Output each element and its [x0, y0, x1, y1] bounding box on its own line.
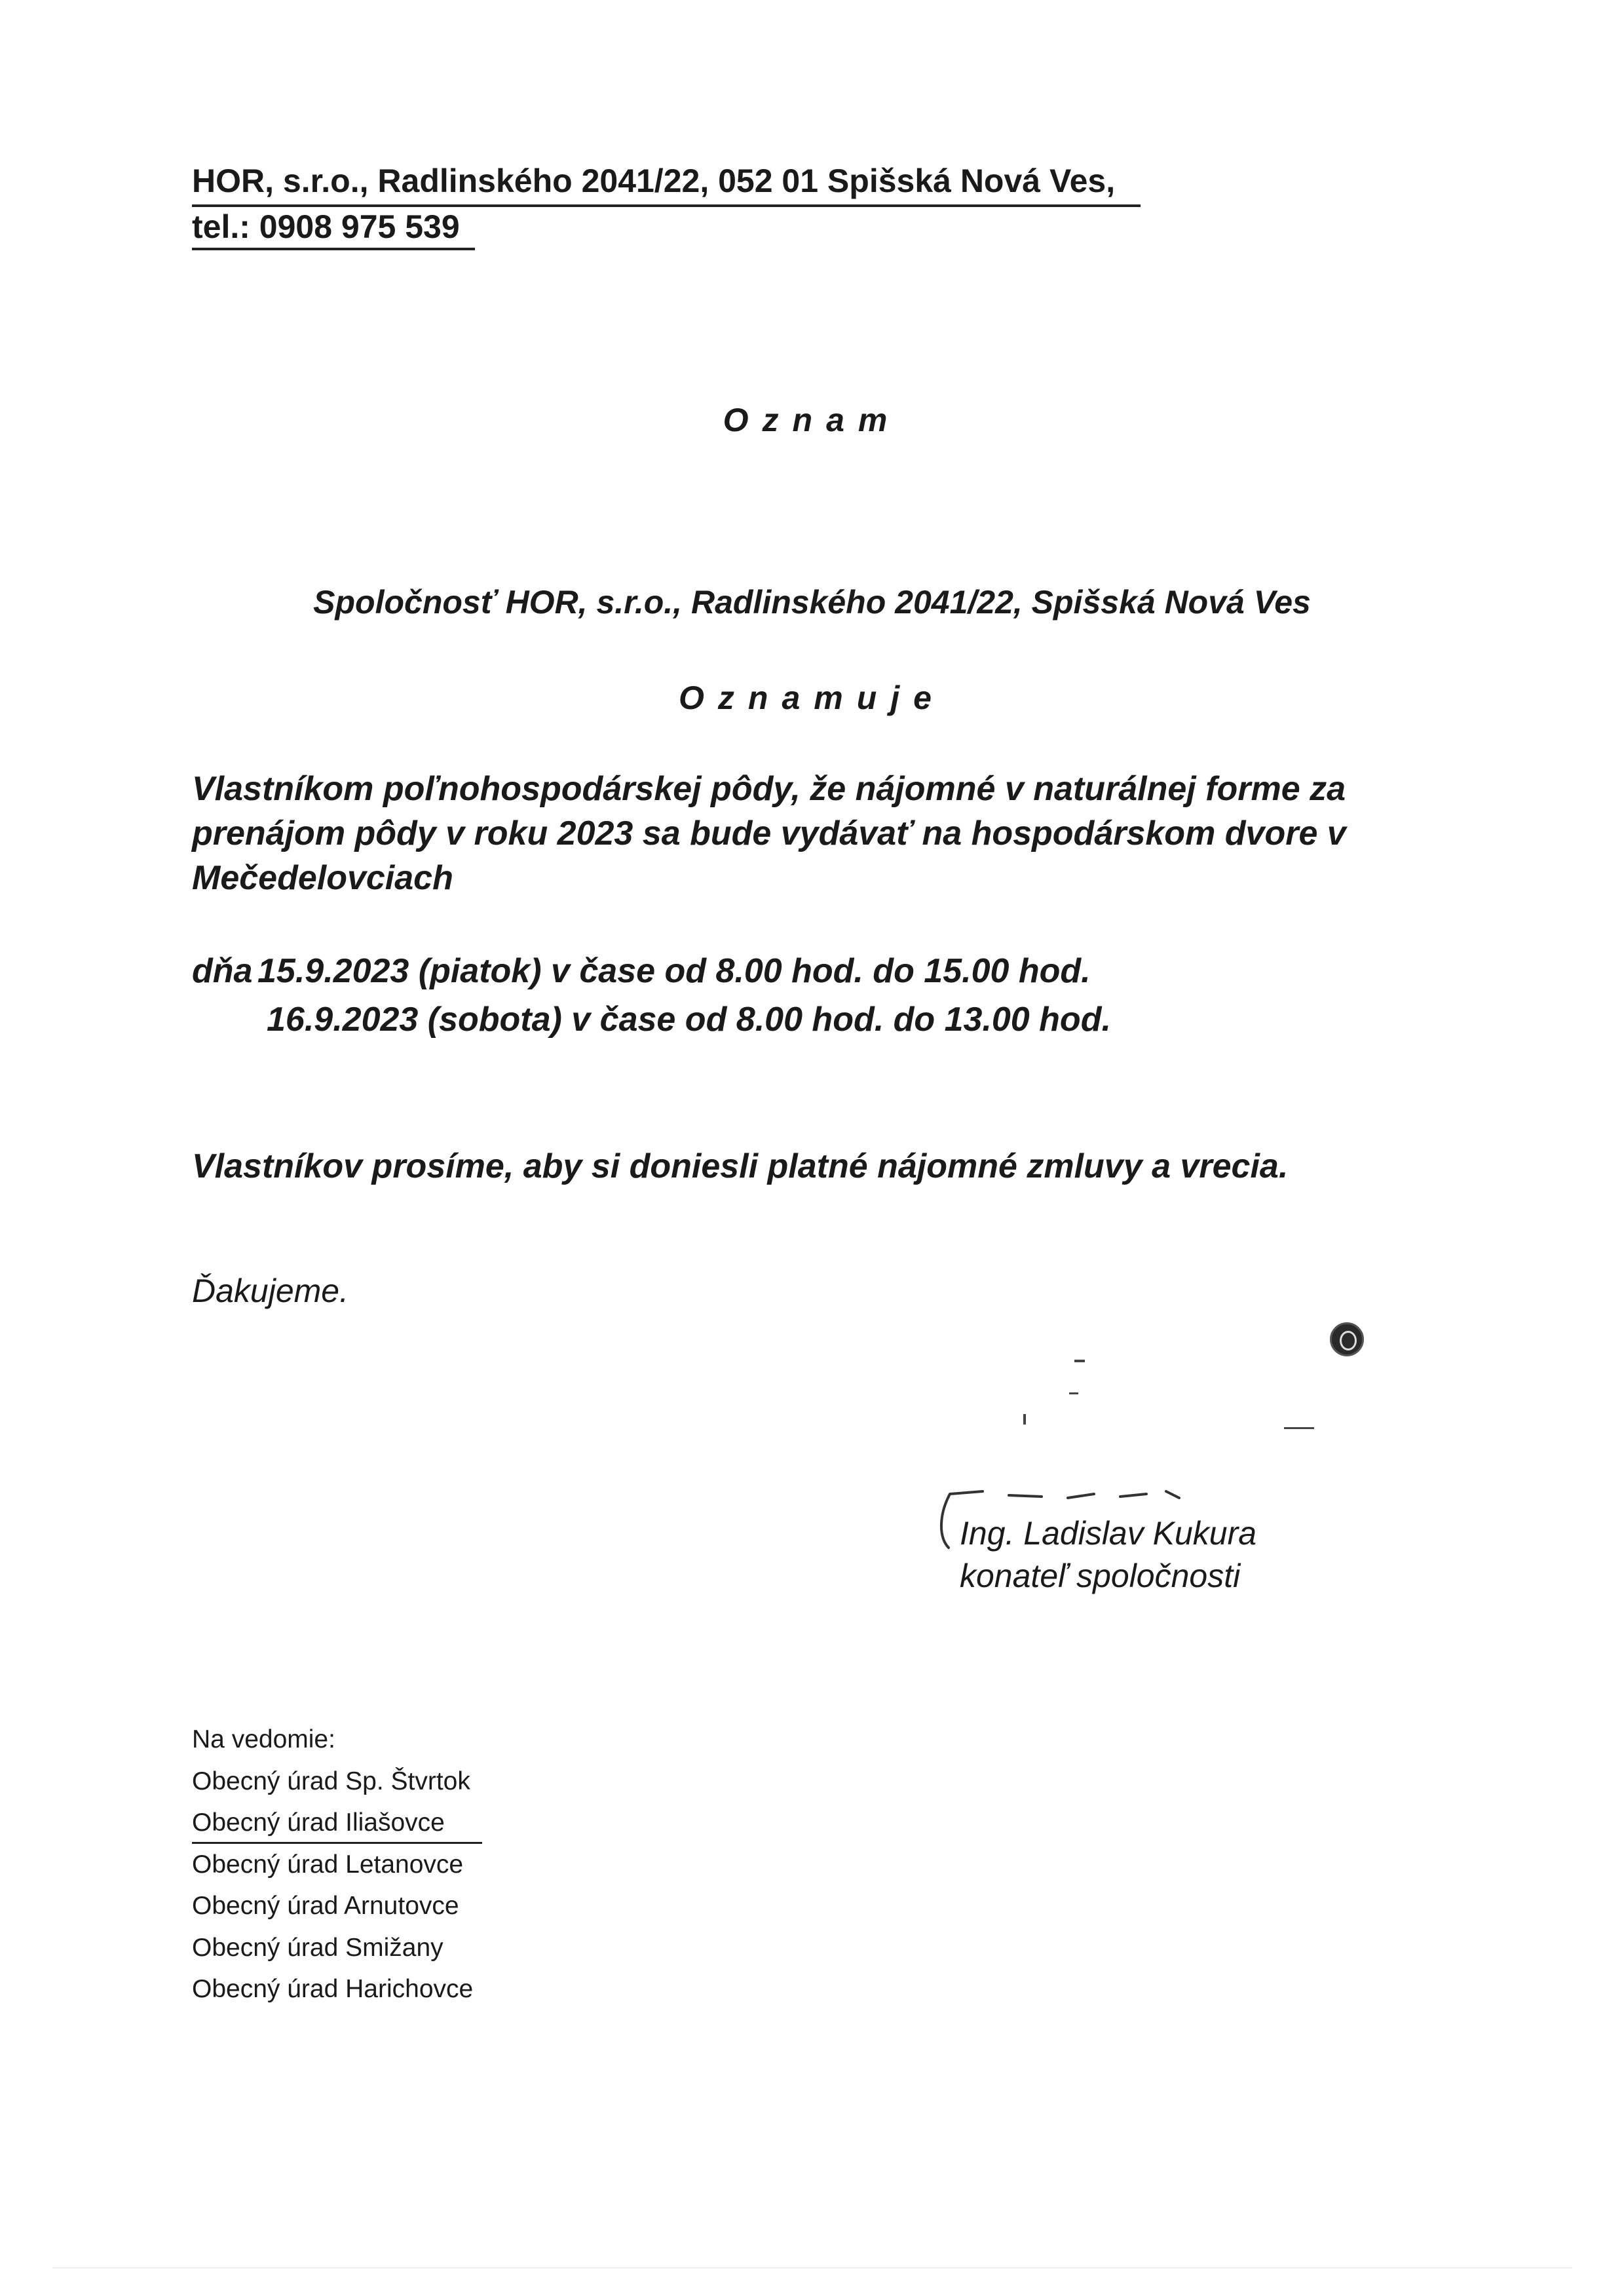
document-title: Oznam	[723, 402, 901, 438]
scan-speck	[1023, 1414, 1026, 1425]
scan-speck	[1074, 1360, 1085, 1362]
header-address: HOR, s.r.o., Radlinského 2041/22, 052 01 Spišská Nová Ves,	[192, 163, 1116, 199]
notice-recipient: Obecný úrad Arnutovce	[192, 1892, 459, 1920]
notice-recipient: Obecný úrad Sp. Štvrtok	[192, 1767, 470, 1795]
thanks-text: Ďakujeme.	[192, 1272, 349, 1309]
request-paragraph: Vlastníkov prosíme, aby si doniesli platné nájomné zmluvy a vrecia.	[192, 1147, 1289, 1185]
scan-speck	[1069, 1392, 1078, 1394]
stamp-mark-icon	[1330, 1322, 1364, 1356]
notice-recipient: Obecný úrad Iliašovce	[192, 1808, 445, 1837]
signatory-name: Ing. Ladislav Kukura	[960, 1515, 1257, 1552]
dates-label: dňa	[192, 952, 253, 990]
scan-edge-line	[52, 2267, 1572, 2268]
header-phone-underline	[192, 248, 475, 250]
notice-recipient: Obecný úrad Letanovce	[192, 1850, 464, 1879]
date-line-2: 16.9.2023 (sobota) v čase od 8.00 hod. do 13.00 hod.	[267, 1001, 1111, 1039]
notice-recipient: Obecný úrad Smižany	[192, 1933, 444, 1962]
date-line-1: 15.9.2023 (piatok) v čase od 8.00 hod. do 15.00 hod.	[257, 952, 1091, 990]
notice-block	[192, 1719, 473, 2010]
recipient-underline	[192, 1842, 482, 1844]
company-line: Spoločnosť HOR, s.r.o., Radlinského 2041/22, Spišská Nová Ves	[313, 584, 1311, 621]
intro-paragraph: Vlastníkom poľnohospodárskej pôdy, že nájomné v naturálnej forme za prenájom pôdy v roku 2023 sa bude vydávať na hospodárskom dvore v Mečedelovciach	[192, 770, 1346, 897]
header-phone: tel.: 0908 975 539	[192, 208, 460, 245]
signatory-role: konateľ spoločnosti	[960, 1558, 1241, 1594]
notice-heading: Na vedomie:	[192, 1725, 335, 1753]
scan-speck	[1284, 1427, 1314, 1429]
announces-heading: Oznamuje	[679, 679, 945, 716]
notice-recipient: Obecný úrad Harichovce	[192, 1975, 474, 2003]
